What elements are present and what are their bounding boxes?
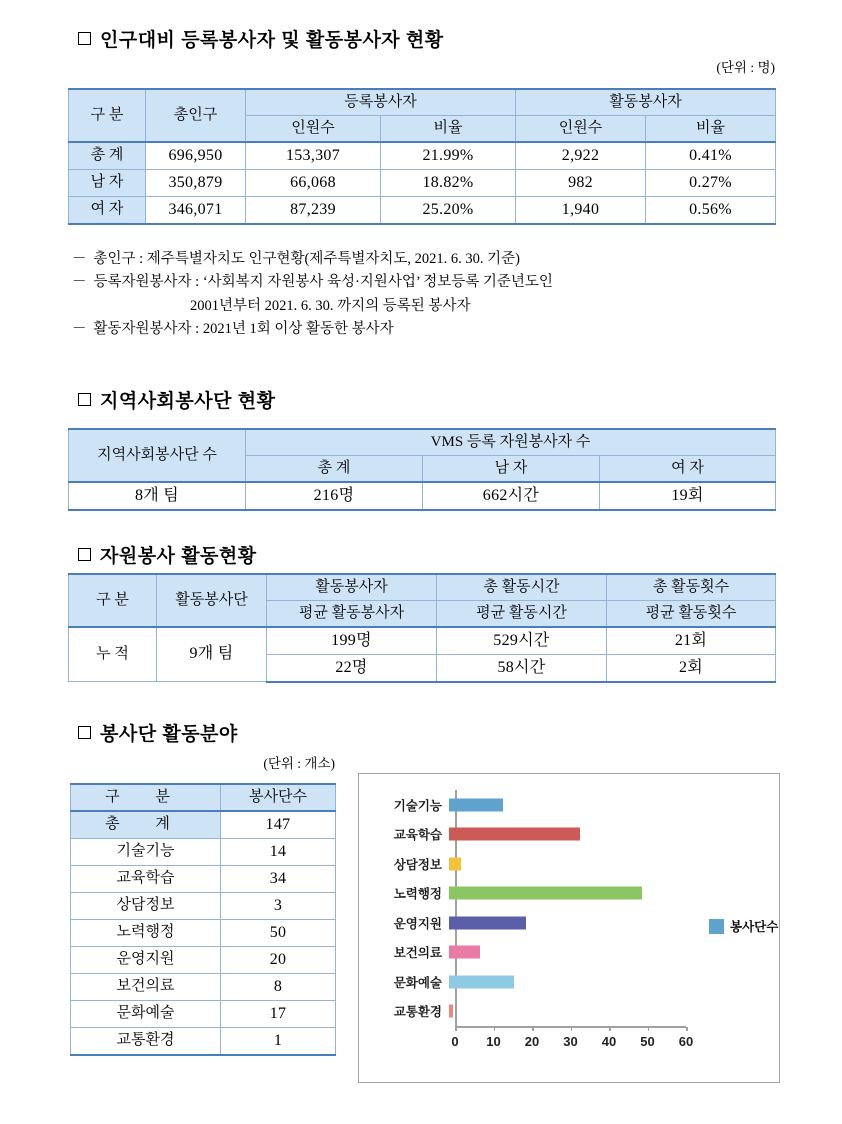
header-registered-volunteers: 등록봉사자 (246, 89, 516, 115)
chart-bar (449, 946, 480, 959)
chart-x-tick (571, 1027, 573, 1031)
cell-count: 50 (221, 919, 336, 946)
section-2-heading-row (78, 386, 778, 413)
chart-legend (709, 917, 778, 935)
cell-reg-rate: 25.20% (381, 196, 516, 224)
cell-corps-count: 8개 팀 (69, 482, 246, 510)
header-vms-group: VMS 등록 자원봉사자 수 (246, 429, 776, 455)
row-label-female: 여 자 (69, 196, 146, 224)
note-dash: － (72, 321, 87, 338)
community-corps-table (68, 428, 776, 511)
chart-x-tick-label: 60 (678, 1034, 694, 1049)
header-male: 남 자 (423, 455, 600, 481)
note-dash: － (72, 251, 87, 267)
cell-active-volunteers: 199명 (267, 627, 437, 655)
section-4-heading-row (78, 719, 778, 746)
cell-total-pop: 350,879 (146, 169, 246, 196)
chart-bar-track (449, 820, 779, 850)
chart-category-label: 문화예술 (393, 975, 442, 990)
table-row (71, 892, 336, 919)
chart-x-tick (494, 1027, 496, 1031)
population-volunteer-table (68, 88, 776, 225)
cell-act-rate: 0.41% (646, 142, 776, 170)
cell-avg-active-volunteers: 22명 (267, 654, 437, 682)
chart-bar-track (449, 879, 779, 909)
table-row (71, 919, 336, 946)
cell-reg-count: 87,239 (246, 196, 381, 224)
header-total: 총 계 (246, 455, 423, 481)
cell-avg-hours: 58시간 (437, 654, 607, 682)
section-3-table-wrap (68, 573, 775, 683)
header-total-population: 총인구 (146, 89, 246, 142)
table-row (69, 142, 776, 170)
table-row (69, 627, 776, 655)
chart-bar (449, 828, 580, 841)
header-division: 구 분 (69, 574, 157, 627)
cell-count: 8 (221, 973, 336, 1000)
cell-count: 34 (221, 865, 336, 892)
note-text: 2001년부터 2021. 6. 30. 까지의 등록된 봉사자 (190, 297, 471, 314)
chart-x-tick-label: 40 (601, 1034, 617, 1049)
chart-x-tick-label: 10 (486, 1034, 501, 1049)
chart-category-label: 상담정보 (393, 857, 442, 872)
chart-bar (449, 798, 503, 811)
section-1-table-wrap (68, 88, 775, 225)
header-avg-times: 평균 활동횟수 (607, 600, 776, 626)
cell-active-corps: 9개 팀 (157, 627, 267, 682)
table-header-row-1 (69, 89, 776, 115)
header-division: 구 분 (71, 784, 221, 811)
header-avg-hours: 평균 활동시간 (437, 600, 607, 626)
header-avg-active-volunteers: 평균 활동봉사자 (267, 600, 437, 626)
header-active-volunteers: 활동봉사자 (267, 574, 437, 600)
table-row (71, 973, 336, 1000)
cell-count: 17 (221, 1000, 336, 1027)
section-1-unit-note: (단위 : 명) (716, 60, 775, 75)
chart-category-label: 운영지원 (393, 916, 442, 931)
square-bullet-icon (78, 32, 91, 45)
row-label-field: 노력행정 (71, 919, 221, 946)
cell-count: 3 (221, 892, 336, 919)
chart-category-label: 노력행정 (393, 887, 442, 902)
cell-total-pop: 696,950 (146, 142, 246, 170)
row-label-field: 기술기능 (71, 838, 221, 865)
section-1-notes (72, 248, 782, 342)
chart-bar-track (449, 790, 779, 820)
row-label-field: 교통환경 (71, 1027, 221, 1055)
volunteer-field-bar-chart (358, 773, 780, 1083)
chart-bar-row (359, 849, 779, 879)
chart-bar-track (449, 938, 779, 968)
cell-count: 20 (221, 946, 336, 973)
chart-bar-row (359, 938, 779, 968)
cell-male: 662시간 (423, 482, 600, 510)
note-text: 등록자원봉사자 : ‘사회복지 자원봉사 육성·지원사업’ 정보등록 기준년도인 (93, 274, 553, 291)
cell-act-rate: 0.27% (646, 169, 776, 196)
header-corps-count: 봉사단수 (221, 784, 336, 811)
cell-reg-rate: 18.82% (381, 169, 516, 196)
section-2-title: 지역사회봉사단 현황 (100, 391, 276, 412)
note-item (72, 318, 782, 341)
section-4-title: 봉사단 활동분야 (100, 724, 238, 745)
row-label-field: 운영지원 (71, 946, 221, 973)
table-row (71, 1027, 336, 1055)
section-4-heading (78, 719, 778, 746)
cell-total-pop: 346,071 (146, 196, 246, 224)
chart-bar-track (449, 967, 779, 997)
row-label-field: 상담정보 (71, 892, 221, 919)
table-header-row (71, 784, 336, 811)
chart-bar-row (359, 820, 779, 850)
header-active-count: 인원수 (516, 115, 646, 141)
chart-x-tick-label: 50 (640, 1034, 655, 1049)
chart-x-tick-label: 20 (524, 1034, 540, 1049)
header-total-times: 총 활동횟수 (607, 574, 776, 600)
table-row (69, 482, 776, 510)
cell-total-times: 21회 (607, 627, 776, 655)
section-1-title: 인구대비 등록봉사자 및 활동봉사자 현황 (100, 30, 444, 51)
section-1-heading-row (78, 25, 778, 52)
chart-plot-area (359, 774, 779, 1082)
cell-total-hours: 529시간 (437, 627, 607, 655)
table-row (71, 838, 336, 865)
cell-reg-count: 153,307 (246, 142, 381, 170)
header-female: 여 자 (600, 455, 776, 481)
header-active-rate: 비율 (646, 115, 776, 141)
cell-count: 1 (221, 1027, 336, 1055)
cell-female: 19회 (600, 482, 776, 510)
chart-bar (449, 975, 514, 988)
header-active-volunteers: 활동봉사자 (516, 89, 776, 115)
chart-category-label: 교통환경 (393, 1005, 442, 1020)
volunteer-field-table (70, 783, 336, 1056)
row-label-field: 문화예술 (71, 1000, 221, 1027)
note-text: 총인구 : 제주특별자치도 인구현황(제주특별자치도, 2021. 6. 30. 기준) (93, 251, 520, 267)
chart-category-label: 기술기능 (393, 798, 442, 813)
note-item (72, 248, 782, 271)
row-label-cumulative: 누 적 (69, 627, 157, 682)
chart-x-tick (609, 1027, 611, 1031)
chart-x-tick (455, 1027, 457, 1031)
section-1-heading (78, 25, 778, 52)
chart-bar-row (359, 997, 779, 1027)
chart-legend-swatch (709, 919, 724, 934)
section-3-heading (78, 541, 778, 568)
chart-bar-track (449, 997, 779, 1027)
section-4-table-wrap (70, 783, 335, 1056)
chart-bar (449, 887, 642, 900)
row-label-total: 총 계 (69, 142, 146, 170)
chart-category-label: 교육학습 (393, 828, 442, 843)
chart-x-tick (686, 1027, 688, 1031)
chart-x-tick-label: 30 (563, 1034, 578, 1049)
cell-act-rate: 0.56% (646, 196, 776, 224)
table-row (71, 1000, 336, 1027)
square-bullet-icon (78, 726, 91, 739)
cell-act-count: 1,940 (516, 196, 646, 224)
note-dash: － (72, 274, 87, 291)
header-total-hours: 총 활동시간 (437, 574, 607, 600)
table-header-row-1 (69, 574, 776, 600)
row-label-field: 교육학습 (71, 865, 221, 892)
table-row (69, 196, 776, 224)
header-corps-count: 지역사회봉사단 수 (69, 429, 246, 482)
table-header-row-1 (69, 429, 776, 455)
table-row (71, 946, 336, 973)
section-2-table-wrap (68, 428, 775, 511)
row-label-male: 남 자 (69, 169, 146, 196)
volunteer-activity-table (68, 573, 776, 683)
section-3-heading-row (78, 541, 778, 568)
header-division: 구 분 (69, 89, 146, 142)
table-row (71, 865, 336, 892)
cell-count: 14 (221, 838, 336, 865)
note-item-continuation (72, 295, 782, 318)
cell-reg-count: 66,068 (246, 169, 381, 196)
chart-x-tick-label: 0 (451, 1034, 459, 1049)
note-item (72, 271, 782, 294)
row-label-field: 보건의료 (71, 973, 221, 1000)
table-row-total (71, 811, 336, 839)
cell-avg-times: 2회 (607, 654, 776, 682)
chart-bar (449, 1005, 453, 1018)
cell-total: 216명 (246, 482, 423, 510)
cell-act-count: 982 (516, 169, 646, 196)
cell-act-count: 2,922 (516, 142, 646, 170)
square-bullet-icon (78, 393, 91, 406)
chart-bar-row (359, 790, 779, 820)
row-label-total: 총 계 (71, 811, 221, 839)
cell-reg-rate: 21.99% (381, 142, 516, 170)
header-registered-count: 인원수 (246, 115, 381, 141)
note-text: 활동자원봉사자 : 2021년 1회 이상 활동한 봉사자 (93, 321, 394, 338)
chart-legend-label: 봉사단수 (730, 920, 779, 934)
cell-count: 147 (221, 811, 336, 839)
chart-x-tick (532, 1027, 534, 1031)
table-row (69, 169, 776, 196)
square-bullet-icon (78, 548, 91, 561)
section-3-title: 자원봉사 활동현황 (100, 546, 257, 567)
chart-bar (449, 857, 461, 870)
chart-category-label: 보건의료 (393, 946, 442, 961)
header-registered-rate: 비율 (381, 115, 516, 141)
chart-bar-row (359, 967, 779, 997)
chart-bar-row (359, 879, 779, 909)
header-active-corps: 활동봉사단 (157, 574, 267, 627)
chart-bar (449, 916, 526, 929)
section-4-unit-note: (단위 : 개소) (263, 756, 335, 771)
chart-bar-track (449, 849, 779, 879)
section-2-heading (78, 386, 778, 413)
chart-x-tick (648, 1027, 650, 1031)
